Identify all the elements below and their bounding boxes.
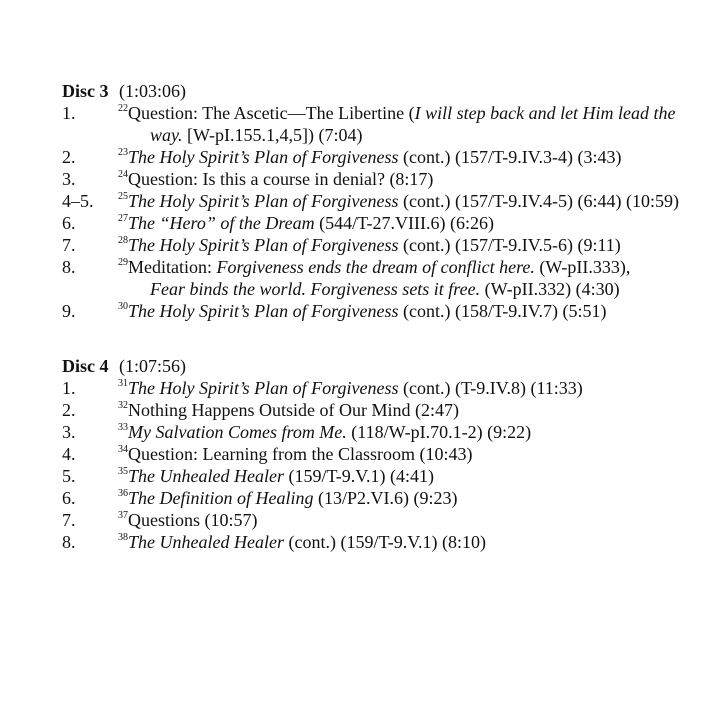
track-title (118, 531, 702, 553)
track-title (118, 102, 702, 146)
track-number: 8. (62, 257, 76, 277)
disc-3-track-3 (62, 168, 702, 190)
track-title (118, 487, 702, 509)
reference-number: 38 (118, 532, 128, 543)
reference-number: 37 (118, 510, 128, 521)
reference-number: 30 (118, 301, 128, 312)
track-reference: (118/W-pI.70.1-2) (9:22) (346, 422, 532, 442)
track-title (118, 190, 702, 212)
track-reference: (cont.) (157/T-9.IV.4-5) (6:44) (10:59) (398, 191, 679, 211)
track-text: Meditation: (128, 257, 217, 277)
track-number: 8. (62, 532, 76, 552)
track-italic-title: The Holy Spirit’s Plan of Forgiveness (128, 235, 399, 255)
track-text: Questions (10:57) (128, 510, 258, 530)
track-title (118, 421, 702, 443)
reference-number: 35 (118, 466, 128, 477)
reference-number: 25 (118, 191, 128, 202)
disc-3-label: Disc 3 (62, 81, 109, 101)
track-title (118, 399, 702, 421)
disc-4-header (62, 355, 702, 377)
track-italic-title: The Holy Spirit’s Plan of Forgiveness (128, 301, 399, 321)
disc-4-track-8 (62, 531, 702, 553)
disc-4-section (62, 355, 702, 553)
track-reference: [W-pI.155.1,4,5]) (7:04) (182, 125, 363, 145)
track-italic-title: The “Hero” of the Dream (128, 213, 315, 233)
track-number: 1. (62, 103, 76, 123)
track-number: 2. (62, 400, 76, 420)
reference-number: 29 (118, 257, 128, 268)
reference-number: 31 (118, 378, 128, 389)
disc-3-track-4-5 (62, 190, 702, 212)
reference-number: 27 (118, 213, 128, 224)
track-number: 5. (62, 466, 76, 486)
track-reference: (W-pII.333), (534, 257, 631, 277)
disc-3-track-1 (62, 102, 702, 146)
disc-4-track-6 (62, 487, 702, 509)
disc-3-track-2 (62, 146, 702, 168)
track-text: Question: Is this a course in denial? (8:17) (128, 169, 434, 189)
disc-3-section (62, 80, 702, 322)
track-title (118, 146, 702, 168)
track-italic-title: I will step back and let Him lead the way. (150, 103, 676, 145)
disc-3-duration: (1:03:06) (119, 81, 186, 101)
track-reference: (cont.) (T-9.IV.8) (11:33) (398, 378, 583, 398)
reference-number: 34 (118, 444, 128, 455)
disc-4-track-1 (62, 377, 702, 399)
track-text: Nothing Happens Outside of Our Mind (2:47) (128, 400, 459, 420)
disc-4-track-7 (62, 509, 702, 531)
disc-3-header (62, 80, 702, 102)
disc-4-label: Disc 4 (62, 356, 109, 376)
track-text: Question: The Ascetic—The Libertine ( (128, 103, 415, 123)
disc-3-track-9 (62, 300, 702, 322)
track-title (118, 234, 702, 256)
track-italic-title: The Definition of Healing (128, 488, 314, 508)
disc-4-duration: (1:07:56) (119, 356, 186, 376)
track-reference: (cont.) (158/T-9.IV.7) (5:51) (398, 301, 607, 321)
track-reference: (cont.) (159/T-9.V.1) (8:10) (283, 532, 486, 552)
track-number: 7. (62, 510, 76, 530)
track-italic-title: The Holy Spirit’s Plan of Forgiveness (128, 147, 399, 167)
track-italic-title: The Unhealed Healer (128, 532, 284, 552)
reference-number: 33 (118, 422, 128, 433)
disc-4-track-5 (62, 465, 702, 487)
track-reference: (13/P2.VI.6) (9:23) (313, 488, 458, 508)
track-italic-title: The Holy Spirit’s Plan of Forgiveness (128, 378, 399, 398)
track-number: 7. (62, 235, 76, 255)
track-number: 9. (62, 301, 76, 321)
track-title (118, 212, 702, 234)
track-number: 6. (62, 488, 76, 508)
track-reference: (cont.) (157/T-9.IV.3-4) (3:43) (398, 147, 622, 167)
track-number: 2. (62, 147, 76, 167)
track-number: 6. (62, 213, 76, 233)
track-number: 3. (62, 422, 76, 442)
track-number: 1. (62, 378, 76, 398)
track-title (118, 168, 702, 190)
track-title (118, 509, 702, 531)
track-italic-title: My Salvation Comes from Me. (128, 422, 347, 442)
track-text: Question: Learning from the Classroom (10:43) (128, 444, 473, 464)
track-reference: (159/T-9.V.1) (4:41) (283, 466, 434, 486)
track-title (118, 300, 702, 322)
track-italic-title: Fear binds the world. Forgiveness sets it free. (150, 279, 481, 299)
track-number: 4–5. (62, 191, 94, 211)
track-title (118, 256, 702, 300)
reference-number: 28 (118, 235, 128, 246)
reference-number: 36 (118, 488, 128, 499)
track-reference: (544/T-27.VIII.6) (6:26) (314, 213, 494, 233)
track-number: 3. (62, 169, 76, 189)
track-reference: (cont.) (157/T-9.IV.5-6) (9:11) (398, 235, 621, 255)
disc-4-track-3 (62, 421, 702, 443)
disc-3-track-7 (62, 234, 702, 256)
reference-number: 32 (118, 400, 128, 411)
reference-number: 23 (118, 147, 128, 158)
reference-number: 22 (118, 103, 128, 114)
track-italic-title: Forgiveness ends the dream of conflict here. (216, 257, 535, 277)
track-title (118, 377, 702, 399)
track-italic-title: The Holy Spirit’s Plan of Forgiveness (128, 191, 399, 211)
reference-number: 24 (118, 169, 128, 180)
track-title (118, 443, 702, 465)
disc-3-track-8 (62, 256, 702, 300)
track-reference: (W-pII.332) (4:30) (480, 279, 620, 299)
disc-4-track-2 (62, 399, 702, 421)
track-italic-title: The Unhealed Healer (128, 466, 284, 486)
track-number: 4. (62, 444, 76, 464)
track-title (118, 465, 702, 487)
disc-4-track-4 (62, 443, 702, 465)
disc-3-track-6 (62, 212, 702, 234)
